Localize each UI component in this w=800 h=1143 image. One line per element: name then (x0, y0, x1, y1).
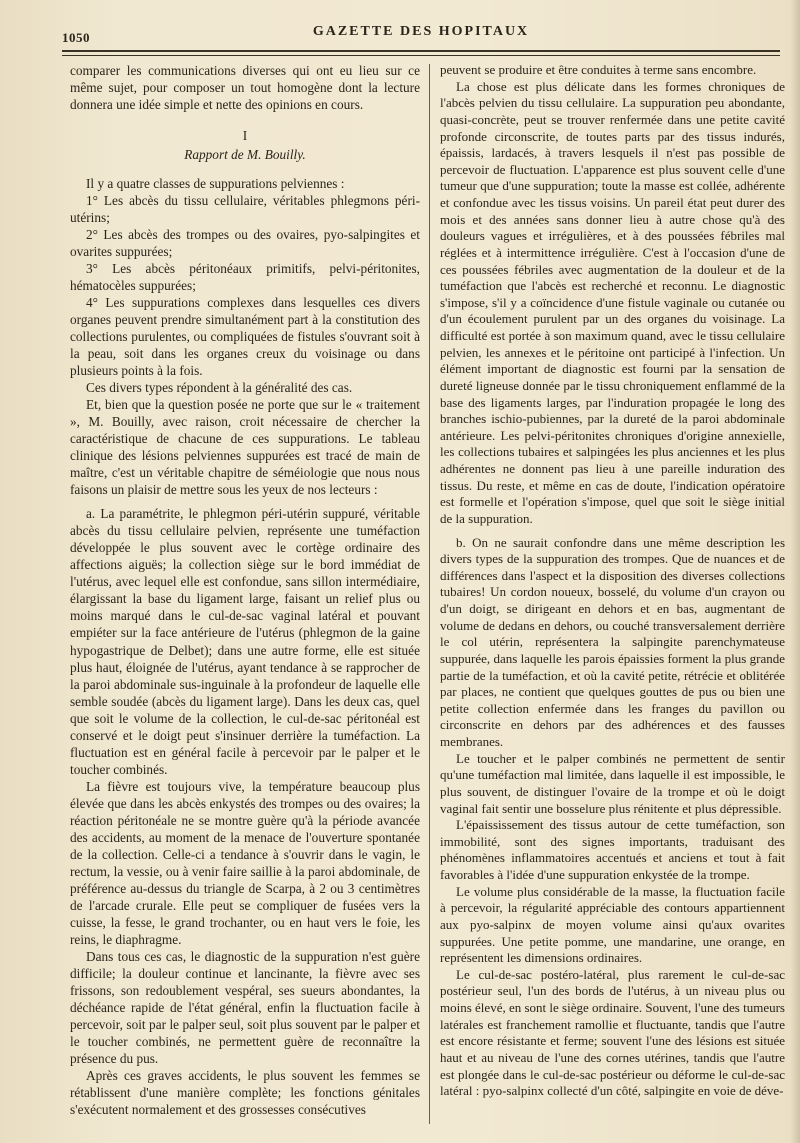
left-column (70, 62, 420, 1118)
list-item: 1° Les abcès du tissu cellulaire, véritables phlegmons péri-utérins; (70, 193, 420, 226)
page-number: 1050 (62, 30, 90, 45)
paragraph: Le volume plus considérable de la masse, la fluctuation facile à percevoir, la régularité appréciable des contours appartiennent aux pyo-salpinx de moyen volume ainsi qu'aux ovarites suppurées. Une petite pomme, une mandarine, une orange, en représentent les dimensions ordinaires. (440, 883, 785, 966)
paragraph: Ces divers types répondent à la généralité des cas. (86, 380, 353, 396)
paragraph: Et, bien que la question posée ne porte que sur le « traitement », M. Bouilly, avec raison, croit nécessaire de chercher la caractéristique de chacune de ces suppurations. Le tableau clinique des lésions pelviennes suppurées est tracé de main de maître, c'est un véritable chapitre de séméiologie que nous nous faisons un plaisir de mettre sous les yeux de nos lecteurs : (70, 397, 420, 498)
paragraph: peuvent se produire et être conduites à terme sans encombre. (440, 62, 757, 77)
list-item: 4° Les suppurations complexes dans lesquelles ces divers organes peuvent prendre simultanément part à la constitution des collections purulentes, ou compliquées de fistules s'ouvrant soit à la peau, soit dans les organes creux du voisinage ou dans plusieurs points à la fois. (70, 295, 420, 379)
list-item: 2° Les abcès des trompes ou des ovaires, pyo-salpingites et ovarites suppurées; (70, 227, 420, 260)
paragraph: comparer les communications diverses qui ont eu lieu sur ce même sujet, pour composer un tout homogène dont la lecture donnera une idée simple et nette des opinions en cours. (70, 63, 420, 113)
paragraph: Le toucher et le palper combinés ne permettent de sentir qu'une tuméfaction mal limitée, dans laquelle il est impossible, le plus souvent, de distinguer l'ovaire de la trompe et où le doigt vaginal fait sentir une bosselure plus rénitente et plus dépressible. (440, 750, 785, 816)
paragraph: b. On ne saurait confondre dans une même description les divers types de la suppuration des trompes. Que de nuances et de différences dans l'aspect et la disposition des diverses collections tubaires! Un cordon noueux, bosselé, du volume d'un crayon ou d'un doigt, se dirigeant en dehors et en bas, augmentant de volume de dedans en dehors, ou couché transversalement derrière le col utérin, représentera la salpingite parenchymateuse suppurée, dans laquelle les parois épaissies forment la plus grande partie de la tuméfaction, et où la cavité petite, rétrécie et oblitérée par places, ne contient que quelques gouttes de pus ou bien une petite collection enfermée dans les franges du pavillon ou circonscrite en dehors par des adhérences et des fausses membranes. (440, 534, 785, 749)
paragraph: Après ces graves accidents, le plus souvent les femmes se rétablissent d'une manière complète; les fonctions génitales s'exécutent normalement et des grossesses consécutives (70, 1067, 420, 1117)
header-rule (62, 50, 780, 52)
section-number: I (242, 128, 248, 144)
page-header (62, 22, 780, 46)
paragraph: Dans tous ces cas, le diagnostic de la suppuration n'est guère difficile; la douleur continue et lancinante, la fièvre avec ses frissons, son redoublement vespéral, ses sueurs abondantes, la déchéance rapide de l'état général, enfin la fluctuation facile à percevoir, soit par le palper seul, soit plus souvent par le palper et le toucher combinés, ne permettent guère de reconnaître la présence du pus. (70, 948, 420, 1066)
paragraph: La chose est plus délicate dans les formes chroniques de l'abcès pelvien du tissu cellulaire. La suppuration peu abondante, quasi-concrète, peut se trouver renfermée dans une petite cavité profonde circonscrite, de toutes parts par des tissus indurés, épaissis, lardacés, à travers lesquels il n'est pas possible de percevoir de fluctuation. L'apparence est plus souvent celle d'une tumeur que d'une suppuration; toute la masse est collée, adhérente et confondue avec les tissus voisins. Un pareil état peut durer des mois et des années sans donner lieu à autre chose qu'à des douleurs vagues et irrégulières, et à des poussées fébriles mal réglées et à intermittence irrégulière. C'est à l'occasion d'une de ces poussées fébriles avec augmentation de la douleur et de la tuméfaction que l'abcès est recherché et reconnu. Le diagnostic s'impose, s'il y a coïncidence d'une fistule vaginale ou cutanée ou d'un écoulement purulent par un des organes du voisinage. La difficulté est portée à son maximum quand, avec le tissu cellulaire pelvien, les annexes et le péritoine ont participé à l'infection. Un élément important de diagnostic est fourni par la sensation de dureté ligneuse donnée par le tissu chroniquement enflammé de la base des ligaments larges, par l'induration propagée le long des branches ischio-pubiennes, par la dureté de la paroi abdominale antérieure. Les pelvi-péritonites chroniques d'origine annexielle, les collections tubaires et salpingées les plus anciennes et les plus adhérentes ne donnent pas lieu à une pareille induration des tissus. Du reste, et même en cas de doute, l'indication opératoire est formelle et l'opération s'impose, quel que soit le siège initial de la suppuration. (440, 78, 785, 526)
paragraph: Le cul-de-sac postéro-latéral, plus rarement le cul-de-sac postérieur seul, l'un des bords de l'utérus, à un niveau plus ou moins élevé, en sont le siège ordinaire. Souvent, l'une des tumeurs latérales est franchement ramollie et fluctuante, tandis que l'autre est encore résistante et ferme; souvent l'une des lésions est située haut et au niveau de l'une des cornes utérines, tandis que l'autre est plongée dans le cul-de-sac postérieur ou déforme le cul-de-sac latéral : pyo-salpinx collecté d'un côté, salpingite en voie de déve- (440, 966, 785, 1099)
paragraph: La fièvre est toujours vive, la température beaucoup plus élevée que dans les abcès enkystés des trompes ou des ovaires; la réaction péritonéale ne se montre guère qu'à la période avancée des accidents, au moment de la menace de l'ouverture spontanée de la collection. Celle-ci a tendance à s'ouvrir dans le vagin, le rectum, la vessie, ou à venir faire saillie à la paroi abdominale, de préférence au-dessus du triangle de Scarpa, à 2 ou 3 centimètres de l'arcade crurale. Elle peut se compliquer de fusées vers la cuisse, la fesse, le grand trochanter, ou en haut vers le foie, les reins, le diaphragme. (70, 778, 420, 947)
paragraph: Il y a quatre classes de suppurations pelviennes : (86, 176, 345, 192)
paragraph: a. La paramétrite, le phlegmon péri-utérin suppuré, véritable abcès du tissu cellulaire pelvien, représente une tuméfaction développée le plus souvent avec le cortège ordinaire des affections aiguës; la collection siège sur le bord immédiat de l'utérus, avec lequel elle est confondue, sans sillon intermédiaire, élargissant la base du ligament large, faisant un relief plus ou moins marqué dans le cul-de-sac vaginal latéral et pouvant empiéter sur la face antérieure de l'utérus (phlegmon de la gaine hypogastrique de Delbet); dans une autre forme, elle est située plus haut, éloignée de l'utérus, ayant tendance à se rapprocher de la paroi abdominale sus-inguinale à la profondeur de laquelle elle semble soudée (abcès du ligament large). Dans les deux cas, quel que soit le volume de la collection, le cul-de-sac péritonéal est conservé et le doigt peut s'insinuer derrière la tuméfaction. La fluctuation est en général facile à percevoir par le palper et le toucher combinés. (70, 506, 420, 777)
column-divider (429, 64, 430, 1124)
list-item: 3° Les abcès péritonéaux primitifs, pelvi-péritonites, hématocèles suppurées; (70, 261, 420, 294)
header-rule-thin (62, 55, 780, 56)
page-edge-shadow (790, 0, 800, 1143)
paragraph: L'épaississement des tissus autour de cette tuméfaction, son immobilité, sont des signes importants, traduisant des phénomènes inflammatoires accentués et anciens et tout à fait favorables à l'idée d'une suppuration enkystée de la trompe. (440, 817, 785, 882)
section-title: Rapport de M. Bouilly. (184, 147, 306, 163)
right-column (440, 62, 785, 1100)
running-title: GAZETTE DES HOPITAUX (312, 24, 530, 39)
